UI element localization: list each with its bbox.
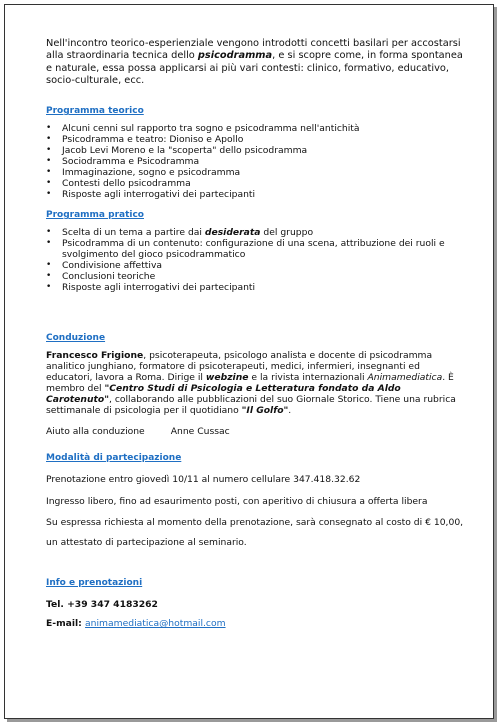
heading-info: Info e prenotazioni xyxy=(46,578,143,589)
magazine-name: Animamediatica xyxy=(367,372,443,384)
email-link[interactable]: animamediatica@hotmail.com xyxy=(85,618,226,630)
list-item: • Sociodramma e Psicodramma xyxy=(46,156,466,167)
assistant-label: Aiuto alla conduzione xyxy=(46,426,145,438)
certificate-line: Su espressa richiesta al momento della prenotazione, sarà consegnato al costo di € 10,00, un attestato di partecipazione al seminario. xyxy=(46,517,464,549)
webzine-emphasis: webzine xyxy=(205,372,249,384)
intro-paragraph xyxy=(46,38,466,87)
conductor-name: Francesco Frigione xyxy=(46,350,144,362)
heading-programma-pratico: Programma pratico xyxy=(46,210,144,221)
bio-text: , collaborando alle pubblicazioni del suo Giornale Storico. Tiene una rubrica settimanale di psicologia per il quotidiano xyxy=(46,394,456,417)
list-item: • Alcuni cenni sul rapporto tra sogno e psicodramma nell'antichità xyxy=(46,123,466,134)
assistant-name: Anne Cussac xyxy=(170,426,230,438)
phone-line: Tel. +39 347 4183262 xyxy=(46,599,158,611)
list-item: • Conclusioni teoriche xyxy=(46,271,466,282)
intro-text-end: , e si scopre come, in forma spontanea e naturale, essa possa applicarsi ai più vari contesti: clinico, formativo, educativo, socio-culturale, ecc. xyxy=(46,50,463,86)
bio-text: , psicoterapeuta, psicologo analista e docente di psicodramma analitico junghiano, formatore di psicoterapeuti, medici, infermieri, insegnanti ed educatori, lavora a Roma. Dirige il xyxy=(46,350,433,384)
list-item: • Psicodramma e teatro: Dioniso e Apollo xyxy=(46,134,466,145)
centro-studi-name: "Centro Studi di Psicologia e Letteratura fondato da Aldo Carotenuto" xyxy=(46,383,401,406)
conduzione-paragraph xyxy=(46,350,466,416)
intro-text: Nell'incontro teorico-esperienziale vengono introdotti concetti basilari per accostarsi alla straordinaria tecnica dello xyxy=(46,38,461,62)
bio-text: e la rivista internazionali xyxy=(248,372,368,384)
item-text: Scelta di un tema a partire dai xyxy=(62,227,205,239)
list-programma-pratico xyxy=(46,227,466,293)
heading-modalita: Modalità di partecipazione xyxy=(46,453,182,464)
spacer xyxy=(46,303,466,333)
list-item: • Risposte agli interrogativi dei partecipanti xyxy=(46,189,466,200)
list-item: • Condivisione affettiva xyxy=(46,260,466,271)
list-programma-teorico xyxy=(46,123,466,200)
document-page xyxy=(46,38,466,637)
booking-line: Prenotazione entro giovedì 10/11 al numero cellulare 347.418.32.62 xyxy=(46,474,361,486)
spacer xyxy=(46,564,466,578)
heading-programma-teorico: Programma teorico xyxy=(46,106,144,117)
list-item: • Psicodramma di un contenuto: configurazione di una scena, attribuzione dei ruoli e svolgimento del gioco psicodrammatico xyxy=(46,238,466,260)
heading-conduzione: Conduzione xyxy=(46,333,106,344)
assistant-line xyxy=(46,426,466,437)
list-item xyxy=(46,227,466,238)
email-line xyxy=(46,618,466,629)
intro-emphasis: psicodramma xyxy=(197,50,273,62)
item-emphasis: desiderata xyxy=(204,227,261,239)
entry-line: Ingresso libero, fino ad esaurimento posti, con aperitivo di chiusura a offerta libera xyxy=(46,496,428,508)
item-text-end: del gruppo xyxy=(260,227,314,239)
list-item: • Immaginazione, sogno e psicodramma xyxy=(46,167,466,178)
list-item: • Jacob Levi Moreno e la "scoperta" dello psicodramma xyxy=(46,145,466,156)
list-item: • Contesti dello psicodramma xyxy=(46,178,466,189)
bio-text: . È membro del xyxy=(46,372,454,395)
newspaper-name: "Il Golfo" xyxy=(241,405,289,417)
email-label: E-mail: xyxy=(46,618,86,630)
list-item: • Risposte agli interrogativi dei partecipanti xyxy=(46,282,466,293)
bio-text: . xyxy=(288,405,292,417)
